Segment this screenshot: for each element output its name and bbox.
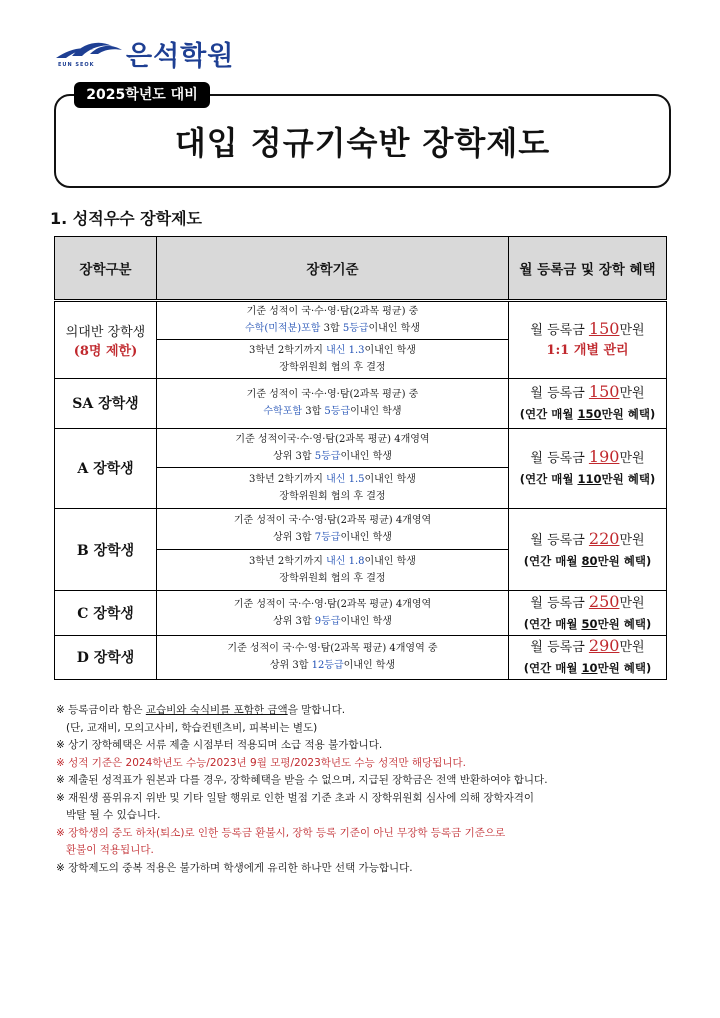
page-title: 대입 정규기숙반 장학제도: [174, 124, 551, 162]
table-row: [55, 508, 667, 549]
logo-subtitle: EUN SEOK: [58, 62, 95, 68]
criteria-line: 상위 3합 12등급이내인 학생: [269, 660, 396, 672]
section-title: 1. 성적우수 장학제도: [50, 209, 202, 228]
fee-line: 월 등록금 290만원: [530, 636, 645, 656]
note-line: ※ 재원생 품위유지 위반 및 기타 일탈 행위로 인한 벌점 기준 초과 시 장학위원회 심사에 의해 장학자격이: [56, 791, 535, 804]
note-line: ※ 등록금이라 함은 교습비와 숙식비를 포함한 금액을 말합니다.: [56, 704, 346, 716]
fee-amount: 190: [588, 447, 620, 467]
category-cell: [55, 428, 157, 508]
category-label: B 장학생: [76, 542, 135, 559]
title-box: [54, 94, 671, 188]
criteria-line: 수학(미적분)포함 3합 5등급이내인 학생: [245, 323, 420, 335]
criteria-cell: [157, 635, 509, 679]
table-row: [55, 428, 667, 467]
header-criteria: 장학기준: [157, 237, 509, 301]
scholarship-table: [54, 236, 667, 680]
benefit-line: (연간 매월 50만원 혜택): [523, 616, 652, 631]
category-label: C 장학생: [77, 605, 134, 622]
benefit-line: (연간 매월 150만원 혜택): [519, 407, 656, 422]
note-line: ※ 장학제도의 중복 적용은 불가하며 학생에게 유리한 하나만 선택 가능합니다.: [56, 861, 413, 874]
benefit-cell: [509, 379, 667, 428]
table-row: [55, 591, 667, 635]
table-row: [55, 379, 667, 428]
criteria-line: 기준 성적이 국·수·영·탐(2과목 평균) 4개영역 중: [227, 643, 438, 655]
category-note: (8명 제한): [73, 344, 138, 359]
criteria-line: 장학위원회 협의 후 결정: [279, 573, 386, 585]
table-header-row: [55, 237, 667, 301]
criteria-cell: [157, 550, 509, 591]
benefit-line: (연간 매월 10만원 혜택): [523, 661, 652, 676]
category-cell: [55, 635, 157, 679]
header-benefit: 월 등록금 및 장학 혜택: [509, 237, 667, 301]
criteria-cell: [157, 591, 509, 635]
logo: [54, 34, 254, 74]
criteria-line: 수학포함 3합 5등급이내인 학생: [263, 406, 402, 418]
criteria-cell: [157, 467, 509, 508]
year-tag: 2025학년도 대비: [74, 82, 210, 108]
benefit-cell: [509, 428, 667, 508]
criteria-line: 장학위원회 협의 후 결정: [279, 490, 386, 502]
criteria-line: 상위 3합 7등급이내인 학생: [273, 532, 392, 544]
fee-line: 월 등록금 150만원: [530, 319, 645, 338]
category-cell: [55, 379, 157, 428]
criteria-line: 기준 성적이국·수·영·탐(2과목 평균) 4개영역: [235, 433, 430, 445]
logo-name: 은석학원: [126, 41, 235, 72]
criteria-line: 장학위원회 협의 후 결정: [279, 362, 386, 374]
fee-amount: 250: [588, 591, 620, 611]
note-line: ※ 상기 장학혜택은 서류 제출 시점부터 적용되며 소급 적용 불가합니다.: [56, 739, 383, 751]
criteria-line: 3학년 2학기까지 내신 1.5이내인 학생: [249, 473, 416, 485]
note-line: 환불이 적용됩니다.: [66, 844, 154, 856]
benefit-cell: [509, 300, 667, 378]
benefit-cell: [509, 635, 667, 679]
criteria-line: 3학년 2학기까지 내신 1.8이내인 학생: [249, 556, 416, 568]
note-line: ※ 성적 기준은 2024학년도 수능/2023년 9월 모평/2023학년도 수능 성적만 해당됩니다.: [56, 756, 466, 769]
fee-amount: 150: [588, 382, 620, 402]
benefit-cell: [509, 591, 667, 635]
criteria-line: 기준 성적이 국·수·영·탐(2과목 평균) 4개영역: [233, 515, 432, 527]
table-row: [55, 635, 667, 679]
criteria-line: 상위 3합 5등급이내인 학생: [273, 450, 392, 462]
category-label: 의대반 장학생: [65, 325, 146, 340]
fee-line: 월 등록금 190만원: [530, 447, 645, 467]
fee-amount: 290: [588, 636, 620, 656]
note-line: ※ 제출된 성적표가 원본과 다를 경우, 장학혜택을 받을 수 없으며, 지급된 장학금은 전액 반환하여야 합니다.: [56, 774, 548, 786]
criteria-line: 상위 3합 9등급이내인 학생: [273, 615, 392, 627]
category-cell: [55, 300, 157, 378]
category-label: D 장학생: [76, 650, 135, 667]
category-cell: [55, 508, 157, 590]
benefit-line: (연간 매월 80만원 혜택): [523, 553, 652, 568]
criteria-cell: [157, 508, 509, 549]
header-category: 장학구분: [55, 237, 157, 301]
fee-line: 월 등록금 220만원: [530, 528, 645, 548]
category-cell: [55, 591, 157, 635]
criteria-cell: [157, 379, 509, 428]
criteria-cell: [157, 300, 509, 339]
criteria-line: 3학년 2학기까지 내신 1.3이내인 학생: [249, 345, 416, 357]
category-label: SA 장학생: [72, 396, 139, 413]
note-line: (단, 교재비, 모의고사비, 학습컨텐츠비, 피복비는 별도): [66, 721, 318, 734]
criteria-cell: [157, 340, 509, 379]
note-line: ※ 장학생의 중도 하차(퇴소)로 인한 등록금 환불시, 장학 등록 기준이 아닌 무장학 등록금 기준으로: [56, 826, 506, 839]
notes: [56, 702, 676, 877]
note-line: 박탈 될 수 있습니다.: [66, 809, 161, 821]
table-row: [55, 300, 667, 339]
fee-line: 월 등록금 250만원: [530, 591, 645, 611]
benefit-cell: [509, 508, 667, 590]
fee-amount: 220: [588, 528, 620, 548]
category-label: A 장학생: [77, 461, 134, 478]
criteria-cell: [157, 428, 509, 467]
fee-line: 월 등록금 150만원: [530, 382, 645, 402]
benefit-line: 1:1 개별 관리: [546, 343, 629, 358]
criteria-line: 기준 성적이 국·수·영·탐(2과목 평균) 중: [246, 306, 419, 318]
fee-amount: 150: [588, 319, 620, 338]
criteria-line: 기준 성적이 국·수·영·탐(2과목 평균) 중: [246, 389, 419, 401]
benefit-line: (연간 매월 110만원 혜택): [519, 472, 656, 487]
criteria-line: 기준 성적이 국·수·영·탐(2과목 평균) 4개영역: [233, 598, 432, 610]
